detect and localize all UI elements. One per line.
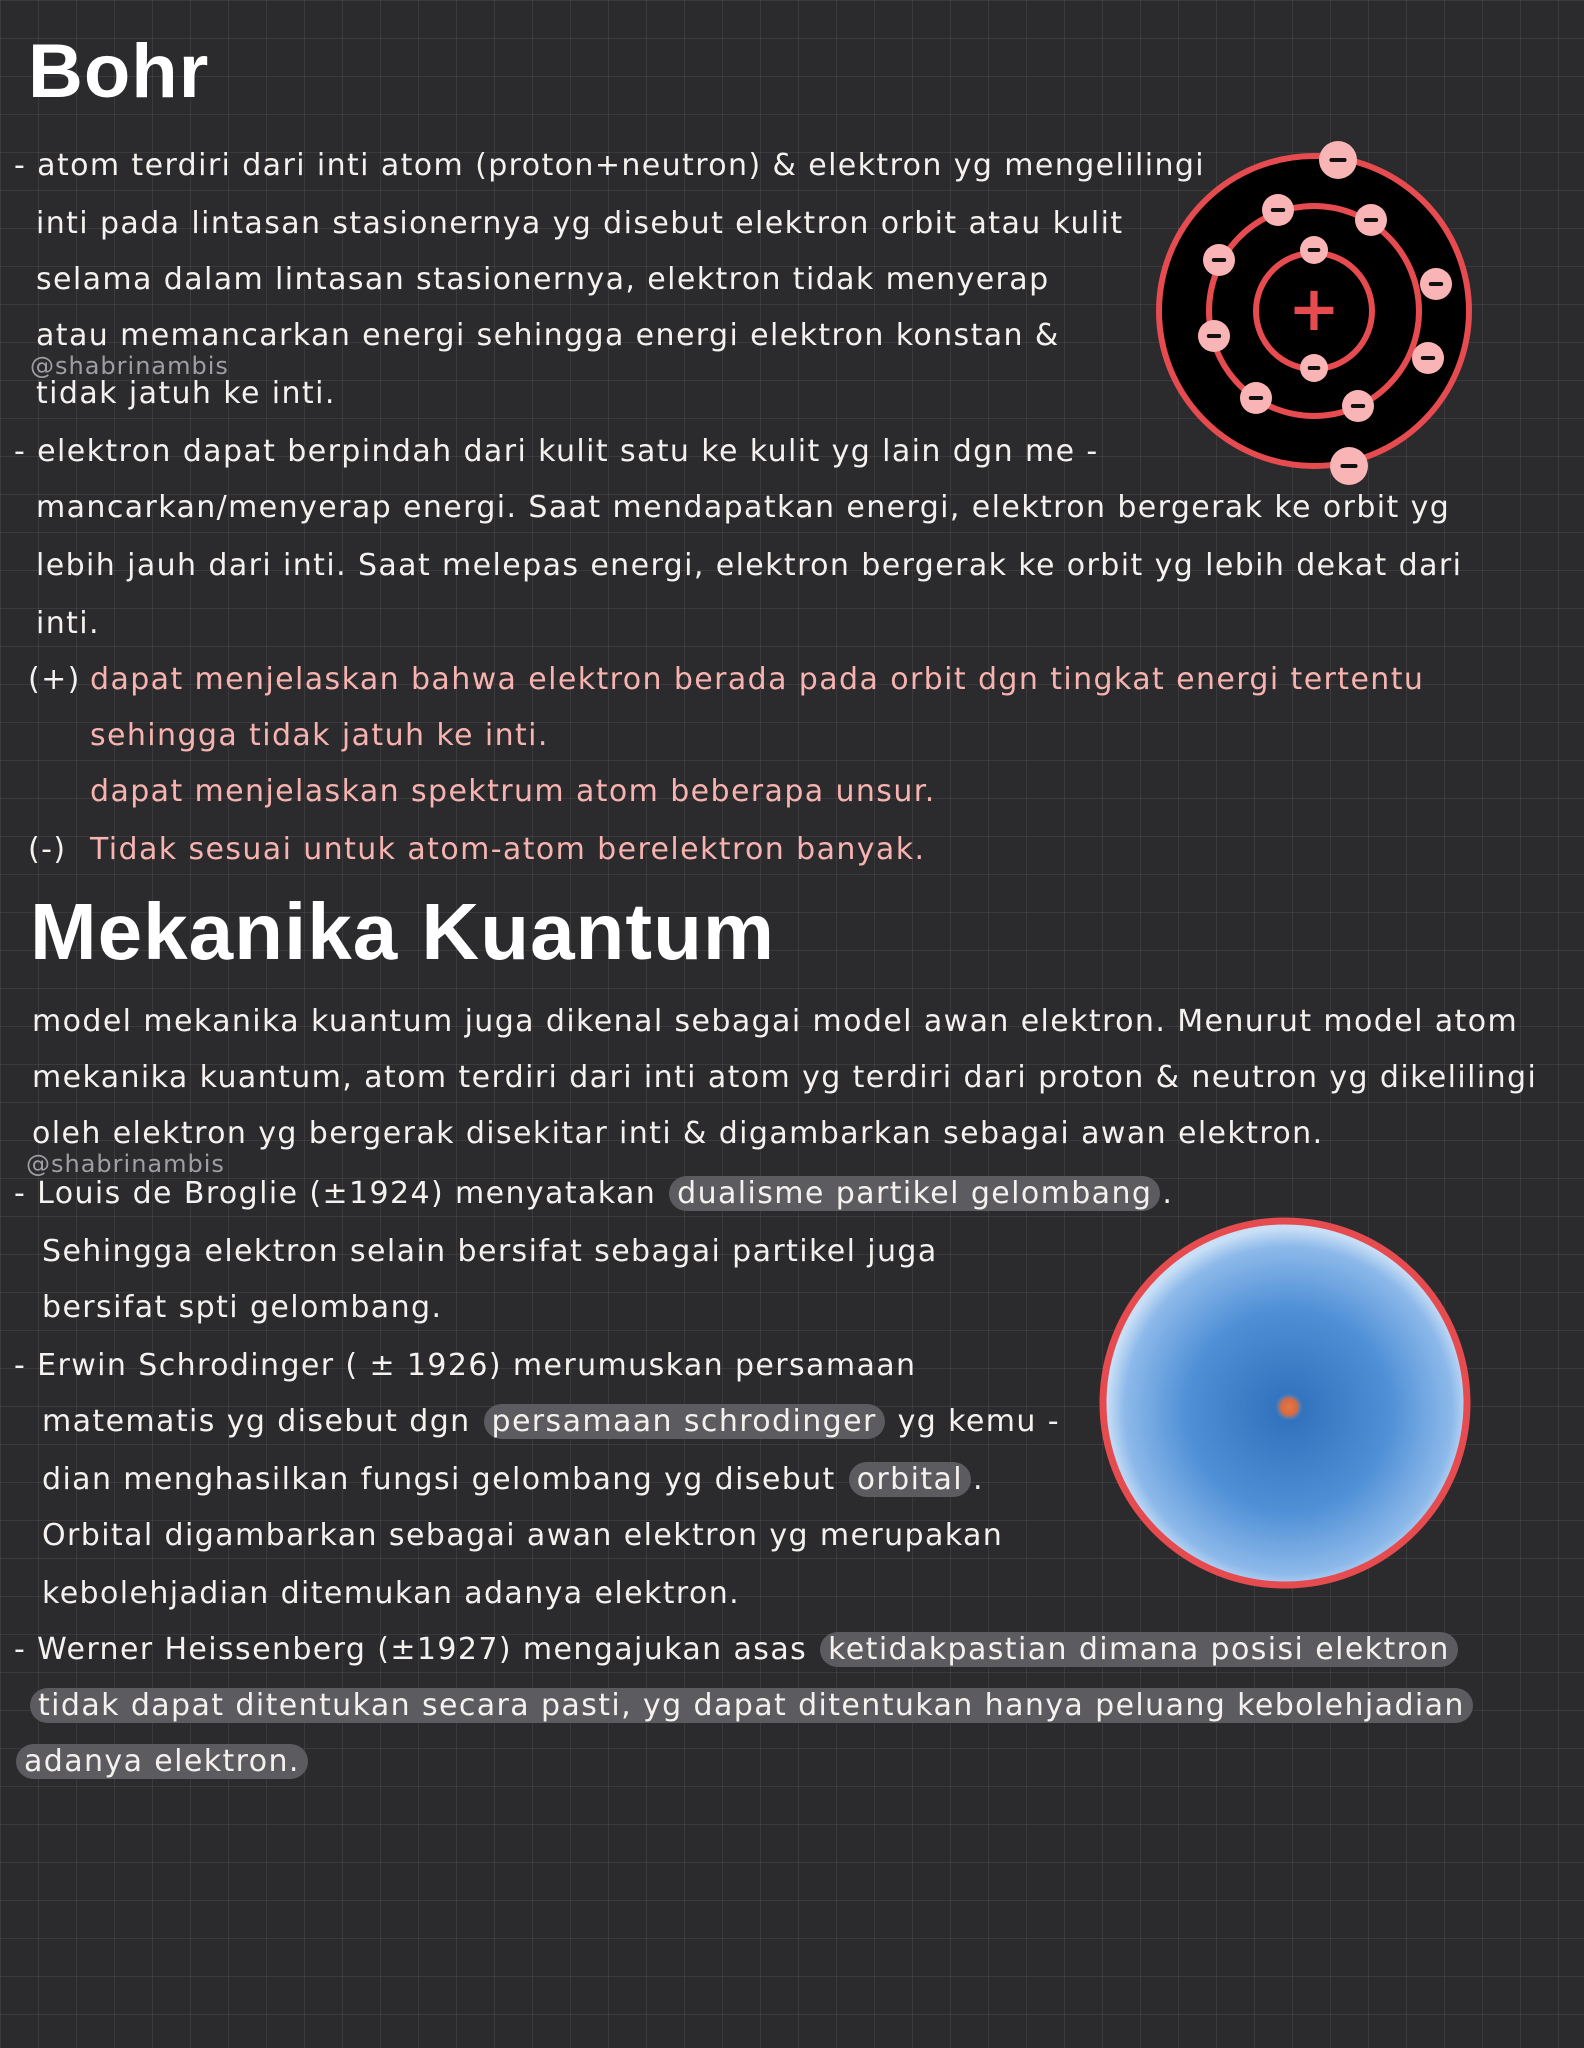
bohr-line-3: selama dalam lintasan stasionernya, elektron tidak menyerap xyxy=(36,262,1050,297)
heisenberg-highlight-2: tidak dapat ditentukan secara pasti, yg dapat ditentukan hanya peluang kebolehjadian xyxy=(30,1688,1473,1723)
electron-minus-sign xyxy=(1421,356,1435,360)
broglie-highlight: dualisme partikel gelombang xyxy=(669,1176,1160,1211)
electron-minus-sign xyxy=(1351,404,1365,408)
schrodinger-line-4: Orbital digambarkan sebagai awan elektron yg merupakan xyxy=(42,1518,1004,1553)
schrodinger-line-1: - Erwin Schrodinger ( ± 1926) merumuskan persamaan xyxy=(14,1348,917,1383)
watermark: @shabrinambis xyxy=(26,1150,225,1178)
heisenberg-highlight-1: ketidakpastian dimana posisi elektron xyxy=(820,1632,1458,1667)
kuantum-intro-2: mekanika kuantum, atom terdiri dari inti atom yg terdiri dari proton & neutron yg dikelilingi xyxy=(32,1060,1538,1095)
bohr-line-8: lebih jauh dari inti. Saat melepas energi, elektron bergerak ke orbit yg lebih dekat dari xyxy=(36,548,1463,583)
electron-minus-sign xyxy=(1207,334,1221,338)
bohr-line-4: atau memancarkan energi sehingga energi elektron konstan & xyxy=(36,318,1060,353)
nucleus-plus: + xyxy=(1288,272,1340,345)
minus-label: (-) xyxy=(28,832,67,867)
electron-minus-sign xyxy=(1308,366,1321,370)
broglie-line-1 xyxy=(14,1174,1173,1214)
broglie-line-2: Sehingga elektron selain bersifat sebagai partikel juga xyxy=(42,1234,938,1269)
orbital-highlight: orbital xyxy=(849,1462,971,1497)
electron-minus-sign xyxy=(1212,258,1226,262)
bohr-atom-diagram xyxy=(1146,136,1486,486)
schrodinger-text-2b: yg kemu - xyxy=(897,1404,1060,1439)
bohr-line-5: tidak jatuh ke inti. xyxy=(36,376,336,411)
schrodinger-line-3 xyxy=(42,1460,984,1500)
bohr-line-9: inti. xyxy=(36,606,100,641)
bohr-line-2: inti pada lintasan stasionernya yg disebut elektron orbit atau kulit xyxy=(36,206,1124,241)
electron-minus-sign xyxy=(1429,282,1443,286)
bohr-line-6: - elektron dapat berpindah dari kulit satu ke kulit yg lain dgn me - xyxy=(14,434,1099,469)
heisenberg-line-3 xyxy=(14,1742,310,1782)
electron-minus-sign xyxy=(1249,396,1263,400)
electron-cloud-diagram xyxy=(1092,1210,1482,1600)
schrodinger-line-2 xyxy=(42,1402,1060,1442)
kuantum-intro-3: oleh elektron yg bergerak disekitar inti & digambarkan sebagai awan elektron. xyxy=(32,1116,1324,1151)
kuantum-intro-1: model mekanika kuantum juga dikenal sebagai model awan elektron. Menurut model atom xyxy=(32,1004,1519,1039)
schrodinger-highlight: persamaan schrodinger xyxy=(484,1404,885,1439)
plus-line-3: dapat menjelaskan spektrum atom beberapa unsur. xyxy=(90,774,936,809)
schrodinger-period: . xyxy=(973,1462,984,1497)
plus-line-1: dapat menjelaskan bahwa elektron berada pada orbit dgn tingkat energi tertentu xyxy=(90,662,1425,697)
bohr-line-7: mancarkan/menyerap energi. Saat mendapatkan energi, elektron bergerak ke orbit yg xyxy=(36,490,1451,525)
plus-line-2: sehingga tidak jatuh ke inti. xyxy=(90,718,549,753)
heisenberg-highlight-3: adanya elektron. xyxy=(16,1744,308,1779)
electron-minus-sign xyxy=(1329,158,1346,162)
schrodinger-text-2: matematis yg disebut dgn xyxy=(42,1404,471,1439)
broglie-text: - Louis de Broglie (±1924) menyatakan xyxy=(14,1176,657,1211)
electron-minus-sign xyxy=(1308,248,1321,252)
watermark: @shabrinambis xyxy=(30,352,229,380)
schrodinger-text-3: dian menghasilkan fungsi gelombang yg disebut xyxy=(42,1462,836,1497)
heisenberg-line-1 xyxy=(14,1630,1460,1670)
broglie-period: . xyxy=(1162,1176,1174,1211)
nucleus-dot xyxy=(1275,1393,1303,1421)
schrodinger-line-5: kebolehjadian ditemukan adanya elektron. xyxy=(42,1576,741,1611)
bohr-line-1: - atom terdiri dari inti atom (proton+neutron) & elektron yg mengelilingi xyxy=(14,148,1206,183)
electron-minus-sign xyxy=(1340,464,1357,468)
bohr-title: Bohr xyxy=(28,29,210,114)
electron-minus-sign xyxy=(1364,218,1378,222)
kuantum-title: Mekanika Kuantum xyxy=(30,887,776,976)
minus-line: Tidak sesuai untuk atom-atom berelektron banyak. xyxy=(90,832,926,867)
electron-minus-sign xyxy=(1271,208,1285,212)
heisenberg-text: - Werner Heissenberg (±1927) mengajukan asas xyxy=(14,1632,808,1667)
plus-label: (+) xyxy=(28,662,81,697)
heisenberg-line-2 xyxy=(28,1686,1475,1726)
broglie-line-3: bersifat spti gelombang. xyxy=(42,1290,443,1325)
